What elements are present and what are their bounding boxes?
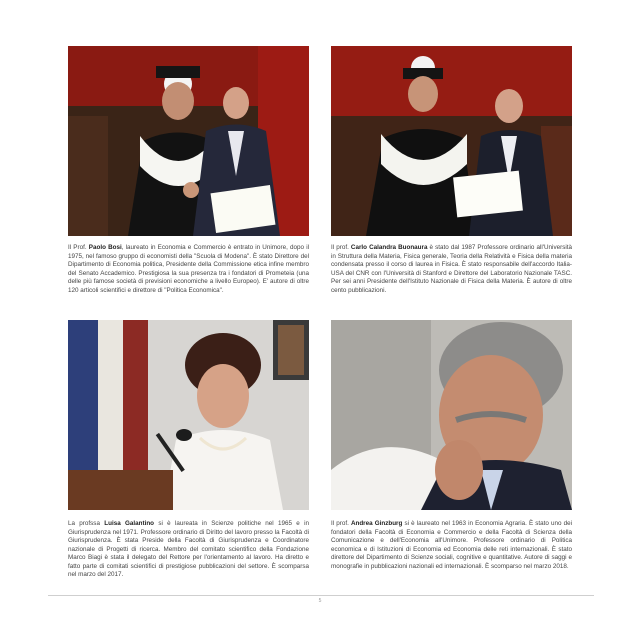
caption-luisa-galantino: La profssa Luisa Galantino si è laureata in Scienze politiche nel 1965 e in Giurisprudenza nel 1971. Professore ordinario di Diritto del lavoro presso la Facoltà di Giurisprudenza. È stata Preside della Facoltà di Giurisprudenza e Coordinatore nazionale di Progetti di ricerca. Membro del comitato scientifico della Fondazione Marco Biagi è stata il delegato del Rettore per l'orientamento al lavoro. Ha diretto e fatto parte di comitati scientifici di prestigiose pubblicazioni del settore. È scomparsa nel marzo del 2017. <box>68 520 309 579</box>
photo-paolo-bosi <box>68 46 309 236</box>
caption-carlo-calandra-buonaura: Il prof. Carlo Calandra Buonaura è stato dal 1987 Professore ordinario all'Università in Struttura della Materia, Fisica generale, Teoria della Relatività e Fisica della materia condensata presso il corso di laurea in Fisica. È stato responsabile dell'accordo Italia-USA del CNR con l'Università di Stanford e Direttore del Laboratorio Nazionale TASC. Per sei anni Presidente dell'Istituto Nazionale di Fisica della Materia. È autore di oltre cento pubblicazioni. <box>331 244 572 294</box>
page-number: 5 <box>318 598 322 604</box>
caption-andrea-ginzburg: Il prof. Andrea Ginzburg si è laureato nel 1963 in Economia Agraria. È stato uno dei fondatori della Facoltà di Economia e Commercio e della Facoltà di Scienza della Comunicazione e dell'Economia all'Unimore. Professore ordinario di Politica economica e di Istituzioni di Economia ed Economia delle reti internazionali. È stato direttore del Dipartimento di Scienze sociali, cognitive e quantitative. Autore di saggi e monografie in pubblicazioni nazionali ed internazionali. È scomparso nel marzo 2018. <box>331 520 573 570</box>
photo-carlo-calandra-buonaura <box>331 46 572 236</box>
person-name: Carlo Calandra Buonaura <box>350 244 428 251</box>
person-name: Andrea Ginzburg <box>350 520 403 527</box>
person-name: Paolo Bosi <box>88 244 122 251</box>
person-name: Luisa Galantino <box>104 520 155 527</box>
photo-luisa-galantino <box>68 320 309 510</box>
footer-rule <box>48 595 594 596</box>
photo-andrea-ginzburg <box>331 320 572 510</box>
caption-paolo-bosi: Il Prof. Paolo Bosi, laureato in Economia e Commercio è entrato in Unimore, dopo il 1975, nel famoso gruppo di economisti della "Scuola di Modena". È stato Direttore del Dipartimento di Economia politica, Presidente della Commissione etica infine membro del Senato Accademico. Prestigiosa la sua presenza tra i fondatori di Prometeia (una delle più famose società di previsioni economiche a livello Europeo). E' autore di oltre 120 articoli scientifici e direttore di "Politica Economica". <box>68 244 309 294</box>
